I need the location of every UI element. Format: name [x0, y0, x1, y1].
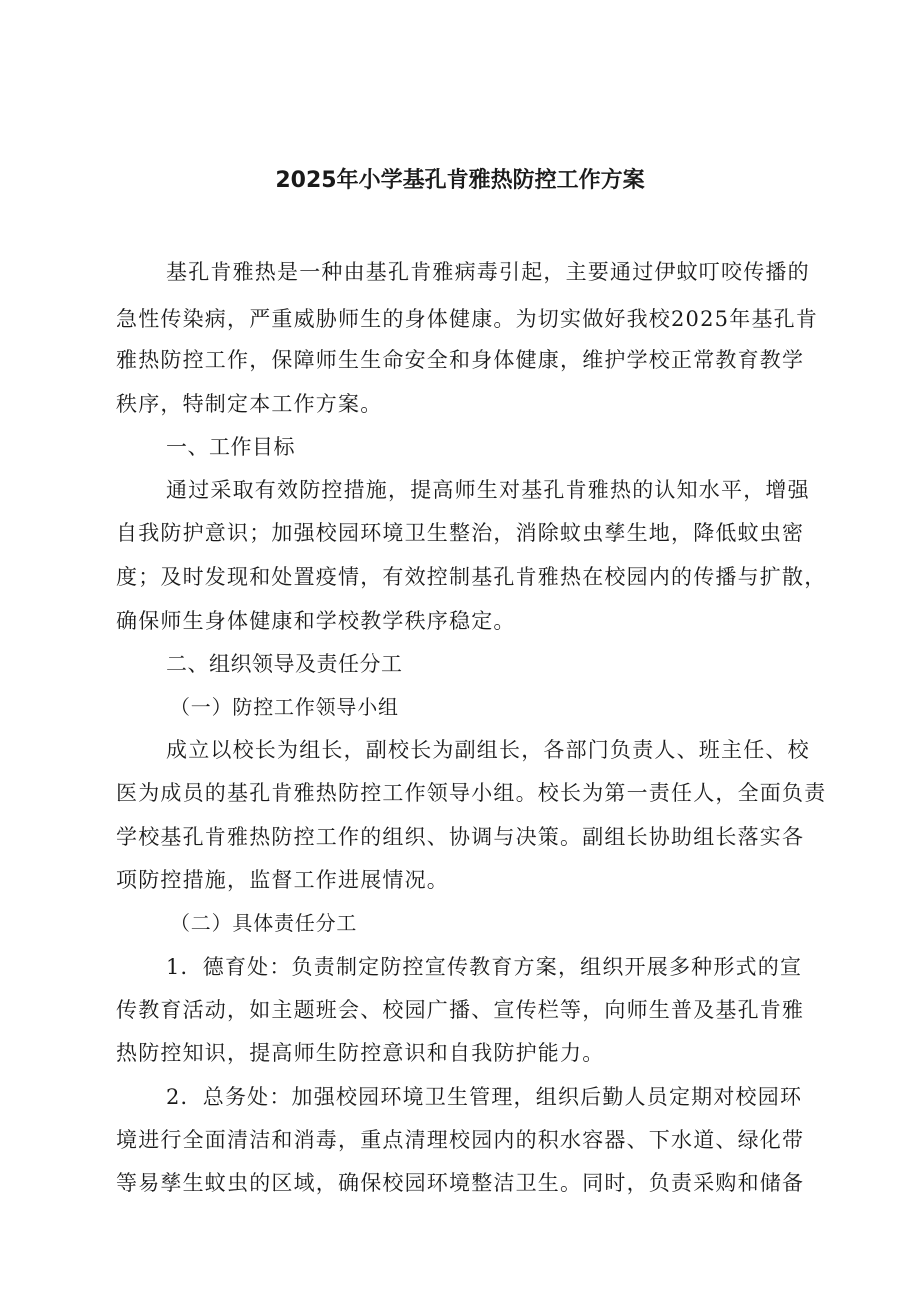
intro-line: 基孔肯雅热是一种由基孔肯雅病毒引起，主要通过伊蚊叮咬传播的	[166, 260, 810, 284]
goals-line: 自我防护意识；加强校园环境卫生整治，消除蚊虫孳生地，降低蚊虫密	[116, 521, 805, 545]
document-title: 2025年小学基孔肯雅热防控工作方案	[275, 168, 645, 193]
subsection-heading-duties: （二）具体责任分工	[170, 911, 358, 935]
section-heading-organization: 二、组织领导及责任分工	[166, 652, 403, 676]
duty-item-2-line: 境进行全面清洁和消毒，重点清理校园内的积水容器、下水道、绿化带	[116, 1128, 805, 1152]
goals-line: 度；及时发现和处置疫情，有效控制基孔肯雅热在校园内的传播与扩散，	[116, 565, 827, 589]
duty-item-1-line: 传教育活动，如主题班会、校园广播、宣传栏等，向师生普及基孔肯雅	[116, 998, 805, 1022]
section-heading-goals: 一、工作目标	[166, 435, 295, 459]
intro-line: 急性传染病，严重威胁师生的身体健康。为切实做好我校2025年基孔肯	[116, 307, 819, 331]
leadership-line: 成立以校长为组长，副校长为副组长，各部门负责人、班主任、校	[166, 738, 810, 762]
leadership-line: 医为成员的基孔肯雅热防控工作领导小组。校长为第一责任人，全面负责	[116, 781, 827, 805]
intro-line: 雅热防控工作，保障师生生命安全和身体健康，维护学校正常教育教学	[116, 348, 805, 372]
intro-line: 秩序，特制定本工作方案。	[116, 392, 383, 416]
goals-line: 确保师生身体健康和学校教学秩序稳定。	[116, 609, 516, 633]
duty-item-2-line: 等易孳生蚊虫的区域，确保校园环境整洁卫生。同时，负责采购和储备	[116, 1171, 805, 1195]
duty-item-1-line: 热防控知识，提高师生防控意识和自我防护能力。	[116, 1041, 605, 1065]
subsection-heading-leadership: （一）防控工作领导小组	[170, 695, 399, 719]
leadership-line: 项防控措施，监督工作进展情况。	[116, 868, 449, 892]
duty-item-1-line: 1．德育处：负责制定防控宣传教育方案，组织开展多种形式的宣	[166, 955, 803, 979]
leadership-line: 学校基孔肯雅热防控工作的组织、协调与决策。副组长协助组长落实各	[116, 825, 805, 849]
duty-item-2-line: 2．总务处：加强校园环境卫生管理，组织后勤人员定期对校园环	[166, 1085, 803, 1109]
goals-line: 通过采取有效防控措施，提高师生对基孔肯雅热的认知水平，增强	[166, 478, 810, 502]
